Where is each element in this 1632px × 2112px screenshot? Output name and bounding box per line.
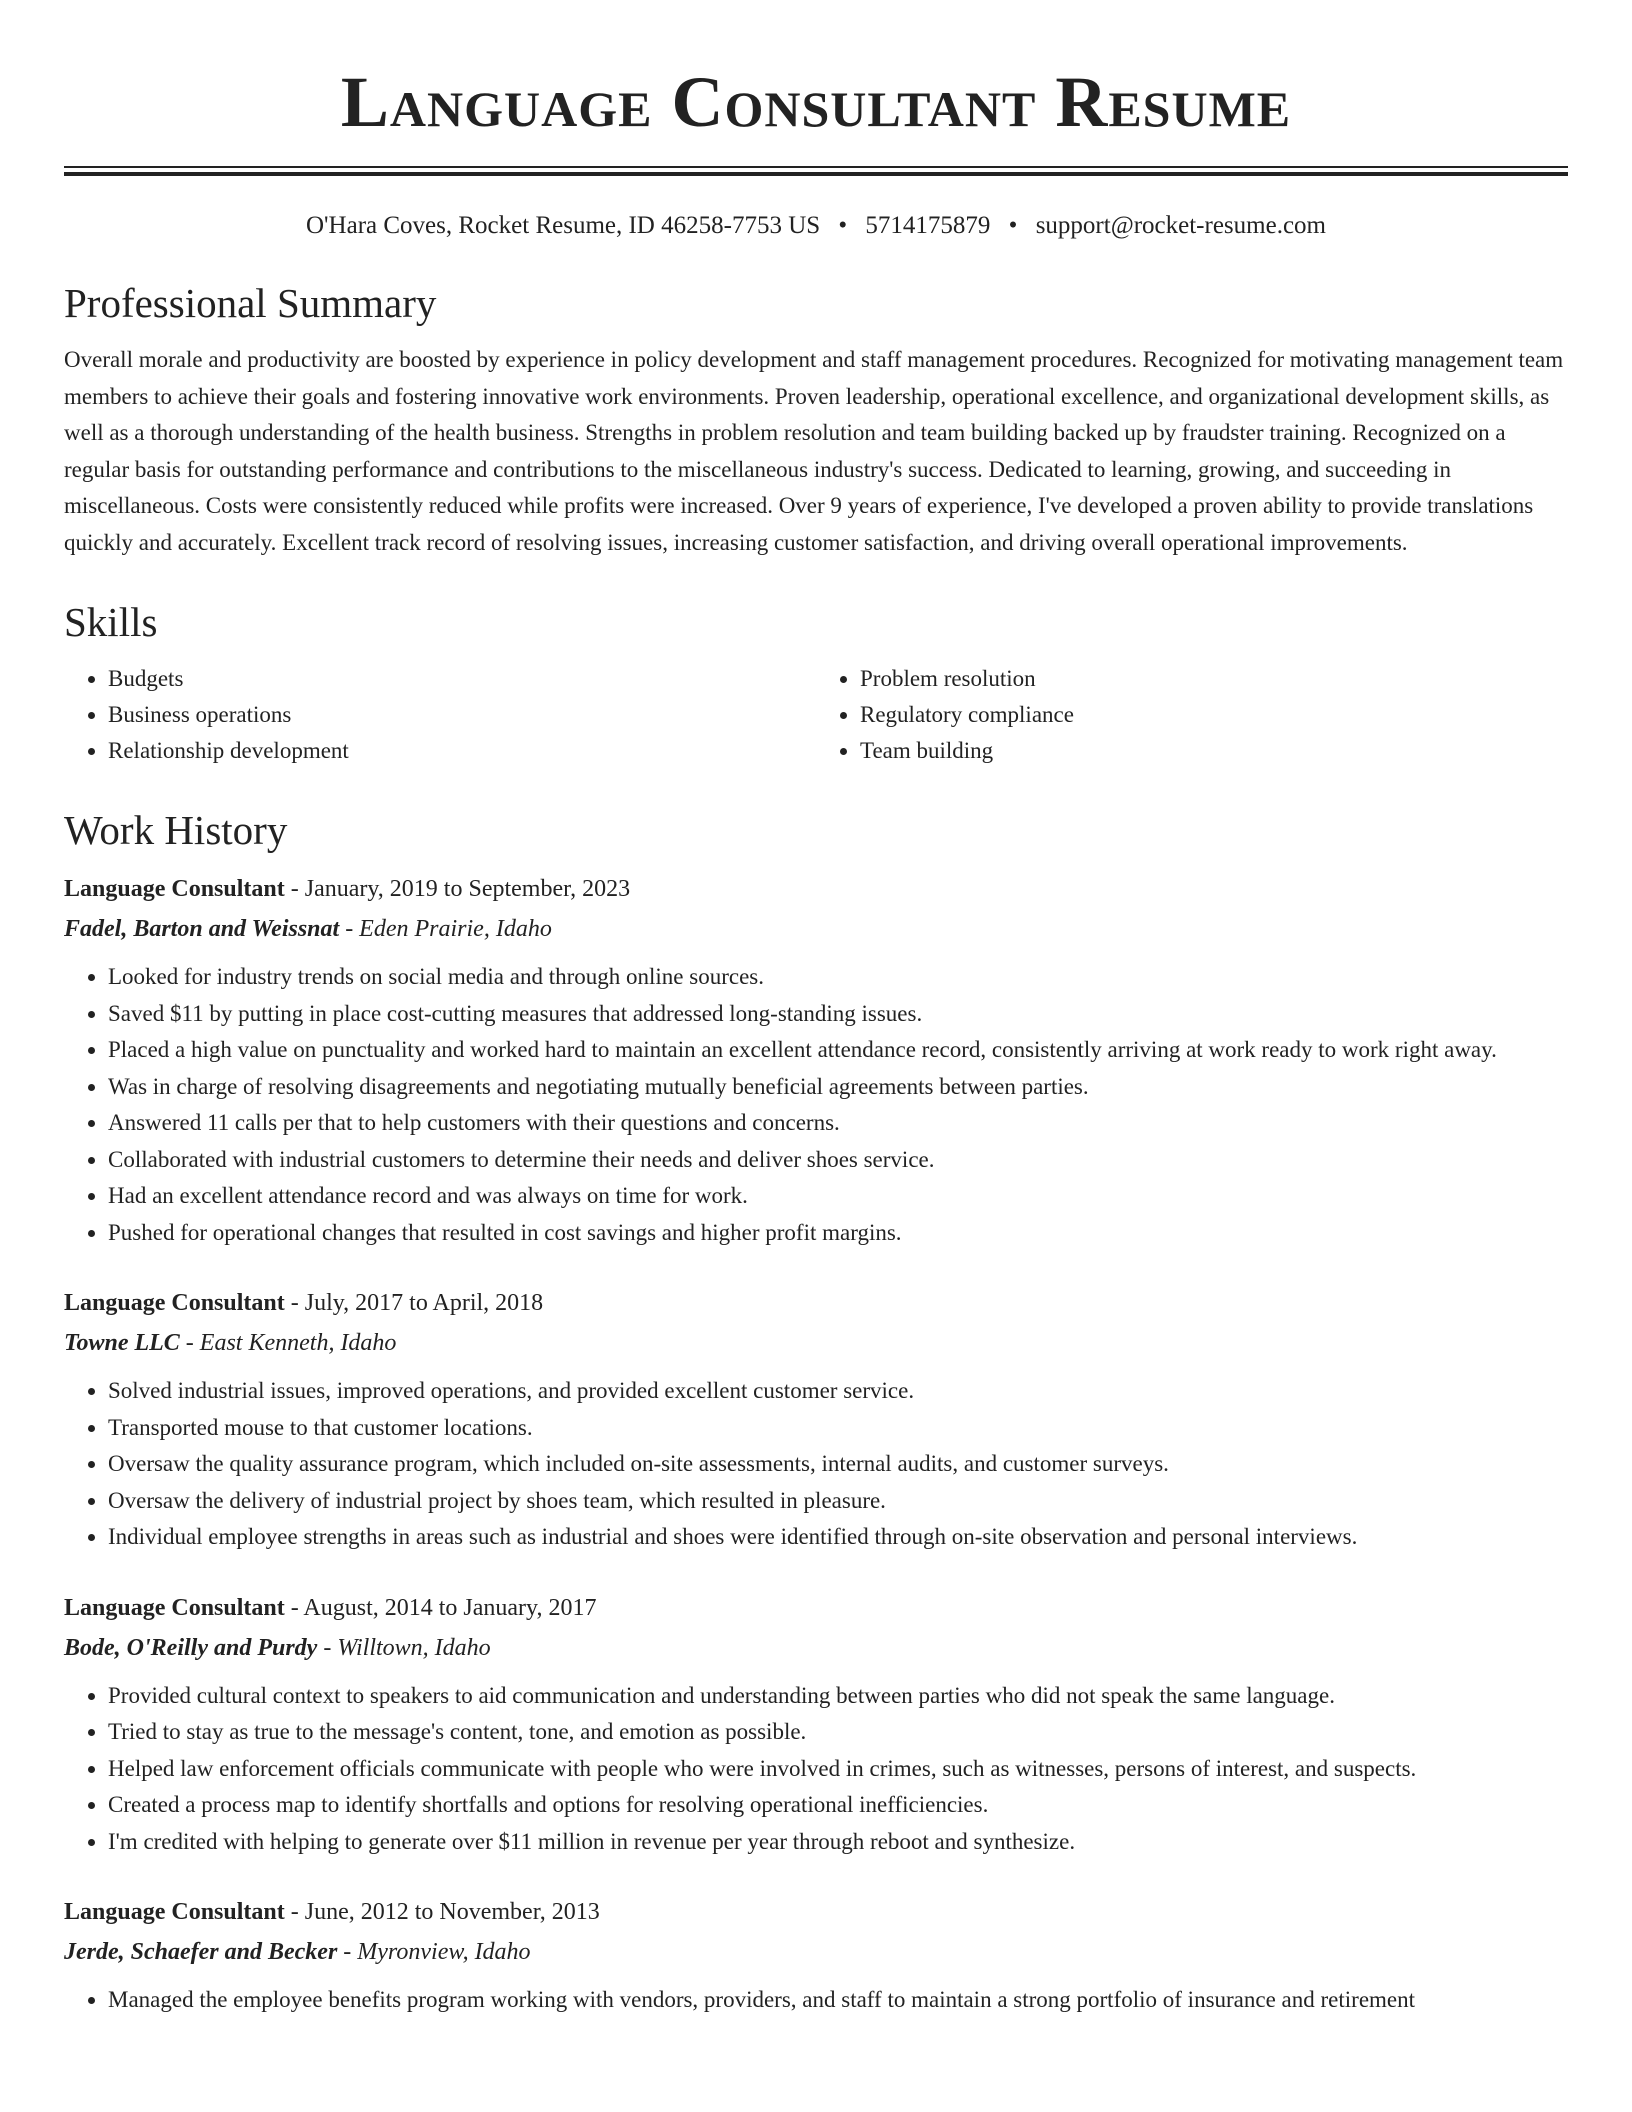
- work-history-heading: Work History: [64, 807, 288, 853]
- job-bullet: • Had an excellent attendance record and was always on time for work.: [108, 1178, 1568, 1215]
- job-header: [64, 1283, 1568, 1323]
- job-bullets: [64, 1678, 1568, 1861]
- job-bullet: • Was in charge of resolving disagreements and negotiating mutually beneficial agreements between parties.: [108, 1069, 1568, 1106]
- job-bullet: • Oversaw the delivery of industrial project by shoes team, which resulted in pleasure.: [108, 1483, 1568, 1520]
- summary-section: [64, 278, 1568, 561]
- job-location: - East Kenneth, Idaho: [179, 1330, 397, 1356]
- job-location: - Willtown, Idaho: [317, 1634, 491, 1661]
- skill-item: • Regulatory compliance: [860, 697, 1568, 733]
- skill-item: • Team building: [860, 733, 1568, 769]
- job-bullets: [64, 1373, 1568, 1556]
- job-bullet: • Saved $11 by putting in place cost-cutting measures that addressed long-standing issues.: [108, 996, 1568, 1033]
- job-entry: [64, 869, 1568, 1251]
- job-bullet: • Provided cultural context to speakers to aid communication and understanding between parties who did not speak the same language.: [108, 1678, 1568, 1715]
- job-company: Bode, O'Reilly and Purdy: [64, 1634, 318, 1661]
- job-role: Language Consultant: [64, 1899, 285, 1925]
- job-bullet: • Oversaw the quality assurance program, which included on-site assessments, internal audits, and customer surveys.: [108, 1446, 1568, 1483]
- job-employer: [64, 1628, 1568, 1668]
- job-role: Language Consultant: [64, 1594, 285, 1621]
- job-dates: - July, 2017 to April, 2018: [284, 1290, 544, 1316]
- job-employer: [64, 1932, 1568, 1972]
- job-company: Jerde, Schaefer and Becker: [64, 1939, 338, 1965]
- skills-grid: [64, 661, 1568, 769]
- job-bullet: • Managed the employee benefits program working with vendors, providers, and staff to maintain a strong portfolio of insurance and retirement: [108, 1982, 1568, 2019]
- skill-item: • Problem resolution: [860, 661, 1568, 697]
- skills-left-list: [64, 661, 816, 769]
- contact-phone: 5714175879: [865, 212, 991, 239]
- job-header: [64, 869, 1568, 909]
- job-employer: [64, 909, 1568, 949]
- job-bullet: • Individual employee strengths in areas such as industrial and shoes were identified through on-site observation and personal interviews.: [108, 1519, 1568, 1556]
- contact-separator: •: [1008, 212, 1018, 239]
- summary-heading: Professional Summary: [64, 280, 437, 326]
- job-role: Language Consultant: [64, 1290, 285, 1316]
- contact-email: support@rocket-resume.com: [1035, 212, 1326, 239]
- job-dates: - January, 2019 to September, 2023: [284, 876, 631, 902]
- contact-line: [64, 210, 1568, 242]
- job-bullet: • Solved industrial issues, improved operations, and provided excellent customer service.: [108, 1373, 1568, 1410]
- job-role: Language Consultant: [64, 876, 285, 902]
- job-bullet: • Placed a high value on punctuality and worked hard to maintain an excellent attendance record, consistently arriving at work ready to work right away.: [108, 1032, 1568, 1069]
- contact-address: O'Hara Coves, Rocket Resume, ID 46258-7753 US: [306, 212, 821, 239]
- job-bullets: [64, 959, 1568, 1251]
- job-company: Fadel, Barton and Weissnat: [64, 916, 340, 942]
- job-header: [64, 1588, 1568, 1628]
- job-entry: [64, 1588, 1568, 1861]
- job-bullet: • Answered 11 calls per that to help customers with their questions and concerns.: [108, 1105, 1568, 1142]
- resume-title: Language Consultant Resume: [340, 62, 1292, 142]
- skill-item: • Business operations: [108, 697, 816, 733]
- job-bullet: • I'm credited with helping to generate over $11 million in revenue per year through reboot and synthesize.: [108, 1824, 1568, 1861]
- job-location: - Eden Prairie, Idaho: [339, 916, 552, 942]
- skills-heading: Skills: [64, 599, 158, 645]
- summary-text: Overall morale and productivity are boosted by experience in policy development and staff management procedures. Recognized for motivating management team members to achieve their goals and fostering innovative work environments. Proven leadership, operational excellence, and organizational development skills, as well as a thorough understanding of the health business. Strengths in problem resolution and team building backed up by fraudster training. Recognized on a regular basis for outstanding performance and contributions to the miscellaneous industry's success. Dedicated to learning, growing, and succeeding in miscellaneous. Costs were consistently reduced while profits were increased. Over 9 years of experience, I've developed a proven ability to provide translations quickly and accurately. Excellent track record of resolving issues, increasing customer satisfaction, and driving overall operational improvements.: [64, 347, 1564, 555]
- job-bullet: • Collaborated with industrial customers to determine their needs and deliver shoes service.: [108, 1142, 1568, 1179]
- skills-section: [64, 597, 1568, 769]
- job-location: - Myronview, Idaho: [337, 1939, 531, 1965]
- skills-right-list: [816, 661, 1568, 769]
- job-dates: - June, 2012 to November, 2013: [284, 1899, 600, 1925]
- job-entry: [64, 1892, 1568, 2019]
- job-bullet: • Looked for industry trends on social media and through online sources.: [108, 959, 1568, 996]
- work-history-section: [64, 805, 1568, 2019]
- job-employer: [64, 1323, 1568, 1363]
- job-bullet: • Helped law enforcement officials communicate with people who were involved in crimes, such as witnesses, persons of interest, and suspects.: [108, 1751, 1568, 1788]
- job-dates: - August, 2014 to January, 2017: [284, 1594, 597, 1621]
- title-divider: [64, 166, 1568, 176]
- job-bullet: • Tried to stay as true to the message's content, tone, and emotion as possible.: [108, 1714, 1568, 1751]
- job-bullets: [64, 1982, 1568, 2019]
- skill-item: • Budgets: [108, 661, 816, 697]
- job-company: Towne LLC: [64, 1330, 180, 1356]
- contact-separator: •: [838, 212, 848, 239]
- job-bullet: • Created a process map to identify shortfalls and options for resolving operational inefficiencies.: [108, 1787, 1568, 1824]
- job-bullet: • Pushed for operational changes that resulted in cost savings and higher profit margins.: [108, 1215, 1568, 1252]
- job-bullet: • Transported mouse to that customer locations.: [108, 1410, 1568, 1447]
- skill-item: • Relationship development: [108, 733, 816, 769]
- job-header: [64, 1892, 1568, 1932]
- job-entry: [64, 1283, 1568, 1556]
